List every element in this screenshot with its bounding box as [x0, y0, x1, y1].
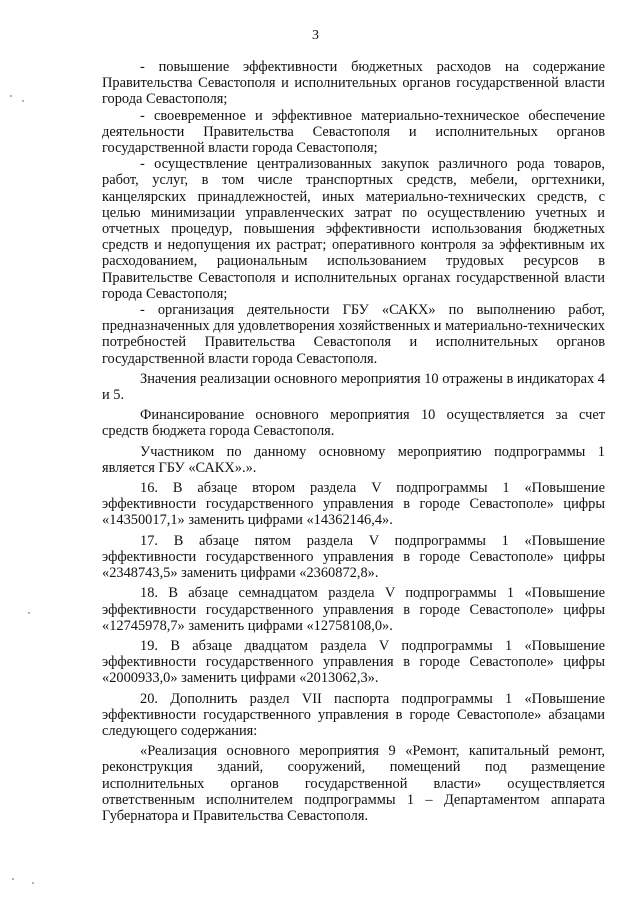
paragraph-item-18: 18. В абзаце семнадцатом раздела V подпрограммы 1 «Повышение эффективности государственного управления в городе Севастополе» цифры «12745978,7» заменить цифрами «12758108,0». — [102, 585, 605, 634]
paragraph-quoted-addition: «Реализация основного мероприятия 9 «Ремонт, капитальный ремонт, реконструкция зданий, сооружений, помещений под размещение исполнительных органов государственной власти» осуществляется ответственным исполнителем подпрограммы 1 – Департаментом аппарата Губернатора и Правительства Севастополя. — [102, 743, 605, 824]
scan-speck — [28, 612, 30, 614]
paragraph-goal-centralized-procurement: - осуществление централизованных закупок различного рода товаров, работ, услуг, в том числе транспортных средств, мебели, оргтехники, канцелярских принадлежностей, иных материально-технических средств, с целью минимизации управленческих затрат по осуществлению учетных и отчетных процедур, повышения эффективности использования бюджетных средств и недопущения их растрат; оперативного контроля за эффективным их расходованием, рациональным использованием трудовых ресурсов в Правительстве Севастополя и исполнительных органах государственной власти города Севастополя; — [102, 156, 605, 302]
paragraph-goal-sakh-organization: - организация деятельности ГБУ «САКХ» по выполнению работ, предназначенных для удовлетворения хозяйственных и материально-технических потребностей Правительства Севастополя и исполнительных органов государственной власти города Севастополя. — [102, 302, 605, 367]
paragraph-indicators: Значения реализации основного мероприятия 10 отражены в индикаторах 4 и 5. — [102, 370, 605, 404]
scan-speck — [10, 95, 12, 97]
paragraph-item-16: 16. В абзаце втором раздела V подпрограммы 1 «Повышение эффективности государственного управления в городе Севастополе» цифры «14350017,1» заменить цифрами «14362146,4». — [102, 480, 605, 529]
scan-speck — [22, 100, 24, 102]
scan-speck — [32, 882, 34, 884]
scan-speck — [12, 878, 14, 880]
paragraph-item-17: 17. В абзаце пятом раздела V подпрограммы 1 «Повышение эффективности государственного управления в городе Севастополе» цифры «2348743,5» заменить цифрами «2360872,8». — [102, 532, 605, 582]
paragraph-item-20: 20. Дополнить раздел VII паспорта подпрограммы 1 «Повышение эффективности государственного управления в городе Севастополе» абзацами следующего содержания: — [102, 690, 605, 739]
paragraph-participant: Участником по данному основному мероприятию подпрограммы 1 является ГБУ «САКХ».». — [102, 443, 605, 476]
paragraph-item-19: 19. В абзаце двадцатом раздела V подпрограммы 1 «Повышение эффективности государственного управления в городе Севастополе» цифры «2000933,0» заменить цифрами «2013062,3». — [102, 637, 605, 687]
paragraph-financing: Финансирование основного мероприятия 10 осуществляется за счет средств бюджета города Севастополя. — [102, 407, 605, 440]
page-number: 3 — [312, 28, 319, 43]
paragraph-goal-budget-efficiency: - повышение эффективности бюджетных расходов на содержание Правительства Севастополя и исполнительных органов государственной власти города Севастополя; — [102, 59, 605, 108]
document-body — [102, 59, 605, 824]
paragraph-goal-material-support: - своевременное и эффективное материально-техническое обеспечение деятельности Правительства Севастополя и исполнительных органов государственной власти города Севастополя; — [102, 107, 605, 157]
